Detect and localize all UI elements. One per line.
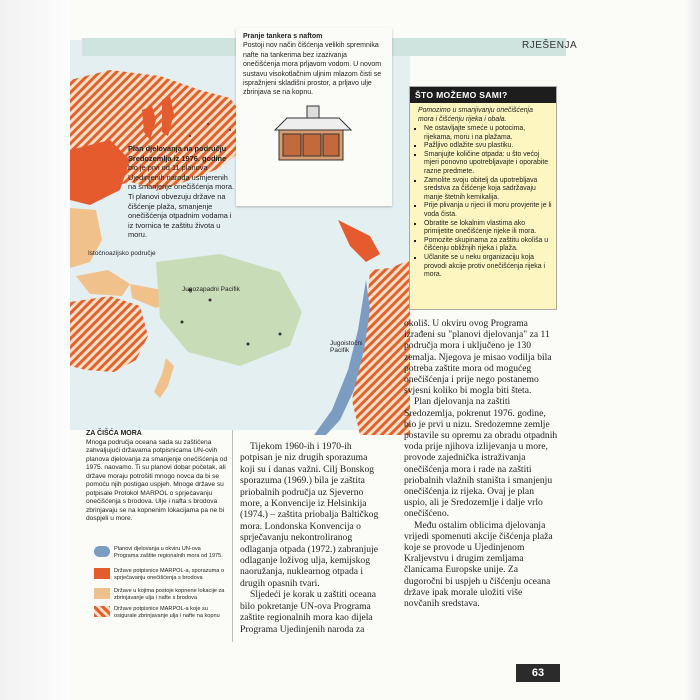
australia xyxy=(70,296,148,372)
cleaner-seas-text: Mnoga područja oceana sada su zaštićena zahvaljujući državama potpisnicama UN-ovih planova djelovanja za smanjenje onečišćenja od 1975. naovamo. Ti su planovi dobar početak, ali države moraju potrošiti mnogo novca da bi se pomoću njih postigao uspjeh. Mnoge države su potpisale Protokol MARPOL o sprječavanju onečišćenja s brodova. Ulje i nafta s brodova zbrinjavaju se na kopnenim lokacijama pa ne bi dospjeli u more. xyxy=(86,438,228,522)
section-label: RJEŠENJA xyxy=(522,40,578,51)
legend-item-marpol-onshore: Države potpisnice MARPOL-a koje su osigurale zbrinjavanje ulja i nafte na kopnu xyxy=(114,606,220,619)
paragraph: Među ostalim oblicima djelovanja vrijedi spomenuti akcije čišćenja plaža koje se provode u Ujedinjenom Kraljevstvu i drugim zemljama članicama Europske unije. Za dugoročni bi uspjeh u čišćenju oceana države ipak morale uložiti više novčanih sredstava. xyxy=(404,519,553,610)
what-box-list xyxy=(410,125,556,280)
new-zealand xyxy=(154,358,174,398)
tanker-cleaning-box xyxy=(236,28,392,206)
map-heading xyxy=(128,144,238,240)
page-number: 63 xyxy=(516,664,560,682)
legend-swatch-marpol-onshore xyxy=(94,606,110,617)
paragraph: Tijekom 1960-ih i 1970-ih potpisan je niz drugih sporazuma koji su i danas važni. Cilj Bonskog sporazuma (1969.) bila je zaštita priobalnih područja uz Sjeverno more, a Konvencije iz Helsinkija (1974.) – zaštita priobalja Baltičkog mora. Londonska Konvencija o sprječavanju nekontroliranog odlaganja otpada (1972.) zabranjuje odlaganje loživog ulja, kemijskog naoružanja, nuklearnog otpada i drugih opasnih tvari. xyxy=(240,441,379,589)
page-edge xyxy=(686,0,700,700)
label-east-asian-seas: Istočnoazijsko područje xyxy=(88,250,156,257)
legend-item-onshore: Države u kojima postoje kopnene lokacije za zbrinjavanje ulja i nafte s brodova xyxy=(114,588,225,601)
label-se-pacific: Jugoistočni Pacifik xyxy=(330,340,363,354)
indonesia-islands xyxy=(76,270,130,296)
list-item: ▪ Zamolite svoju obitelj da upotreblјava sredstva za čišćenje koja sadržavaju manje štetnih kemikalija. xyxy=(424,177,552,203)
list-item: ▪ Ne ostavljajte smeće u potocima, rijekama, moru i na plažama. xyxy=(424,125,552,142)
what-box-intro: Pomozimo u smanjivanju onečišćenja mora i čišćenju rijeka i obala. xyxy=(418,107,533,123)
page-gutter xyxy=(0,0,70,700)
central-america xyxy=(338,220,380,262)
tanker-box-title: Pranje tankera s naftom xyxy=(243,33,323,40)
legend-swatch-un-plans xyxy=(94,546,110,557)
paragraph: Plan djelovanja na zaštiti Sredozemlja, pokrenut 1976. godine, bio je prvi u nizu. Sredozemne zemlje postavile su opremu za obradu otpadnih voda prije njihova izlijevanja u more, provode zajednička istraživanja onečišćenja mora i rade na zaštiti priobalnih vlažnih staništa i smanjenju onečišćenja iz rijeka. Ovaj je plan uspio, ali je Sredozemlje i dalje vrlo onečišćeno. xyxy=(404,396,558,520)
list-item: ▪ Prije plivanja u rijeci ili moru provjerite je li voda čista. xyxy=(424,202,552,219)
body-column-2 xyxy=(240,441,382,635)
legend-swatch-marpol xyxy=(94,568,110,579)
paragraph: Sljedeći je korak u zaštiti oceana bilo pokretanje UN-ova Programa zaštite regionalnih mora kao dijela Programa Ujedinjenih naroda za xyxy=(240,589,376,635)
list-item: ▪ Pažljivo odlažite svu plastiku. xyxy=(424,142,552,151)
what-box-title: ŠTO MOŽEMO SAMI? xyxy=(410,87,556,103)
list-item: ▪ Smanjujte količine otpada: u što većoj mjeri ponovno upotrebljavajte i oporabite razne predmete. xyxy=(424,151,552,177)
label-sw-pacific: Jugozapadni Pacifik xyxy=(182,286,240,293)
column-divider xyxy=(232,430,233,642)
legend-swatch-onshore xyxy=(94,588,110,599)
map-heading-title: Plan djelovanja na području Sredozemlja iz 1976. godine xyxy=(128,144,227,163)
list-item: ▪ Učlanite se u neku organizaciju koja provodi akcije protiv onečišćenja rijeka i mora. xyxy=(424,254,552,280)
cleaner-seas-title: ZA ČIŠĆA MORA xyxy=(86,430,142,437)
list-item: ▪ Obratite se lokalnim vlastima ako primijetite onečišćenje rijeke ili mora. xyxy=(424,220,552,237)
legend-item-marpol: Države potpisnice MARPOL-a, sporazuma o sprječavanju onečišćenja s brodova xyxy=(114,568,225,581)
tanker-box-text: Postoji nov način čišćenja velikih spremnika nafte na tankerima bez izazivanja onečišćenja mora prljavom vodom. U novom sustavu visokotlačnim uljnim mlazom čisti se ispražnjeni skladišni prostor, a prljavo ulje zbrinjava se na kopnu. xyxy=(243,42,382,97)
indochina xyxy=(70,208,102,268)
map-heading-text: bio je prvi od 11 planova Ujedinjenih naroda usmjerenih na smanjenje onečišćenja mora. Ti planovi obvezuju države na čišćenje plaža, smanjenje onečišćenja otpadnim vodama i iz tvornica te zaštitu života u moru. xyxy=(128,163,234,240)
legend-item-un-plans: Planovi djelovanja u okviru UN-ova Programa zaštite regionalnih mora od 1975. xyxy=(114,546,223,559)
list-item: ▪ Pomozite skupinama za zaštitu okoliša u čišćenju obližnjih rijeka i plaža. xyxy=(424,237,552,254)
sw-pacific-region xyxy=(156,254,302,366)
paragraph: okoliš. U okviru ovog Programa izrađeni su "planovi djelovanja" za 11 područja mora i uključeno je 130 zemalja. Njegova je misao vodilja bila potreba zaštite mora od mogućeg onečišćenja i prije nego postanemo svjesni koliko bi mogla biti šteta. xyxy=(404,318,552,397)
what-we-can-do-box xyxy=(409,86,557,310)
body-column-3 xyxy=(404,318,559,609)
tanker-illustration xyxy=(273,104,353,168)
